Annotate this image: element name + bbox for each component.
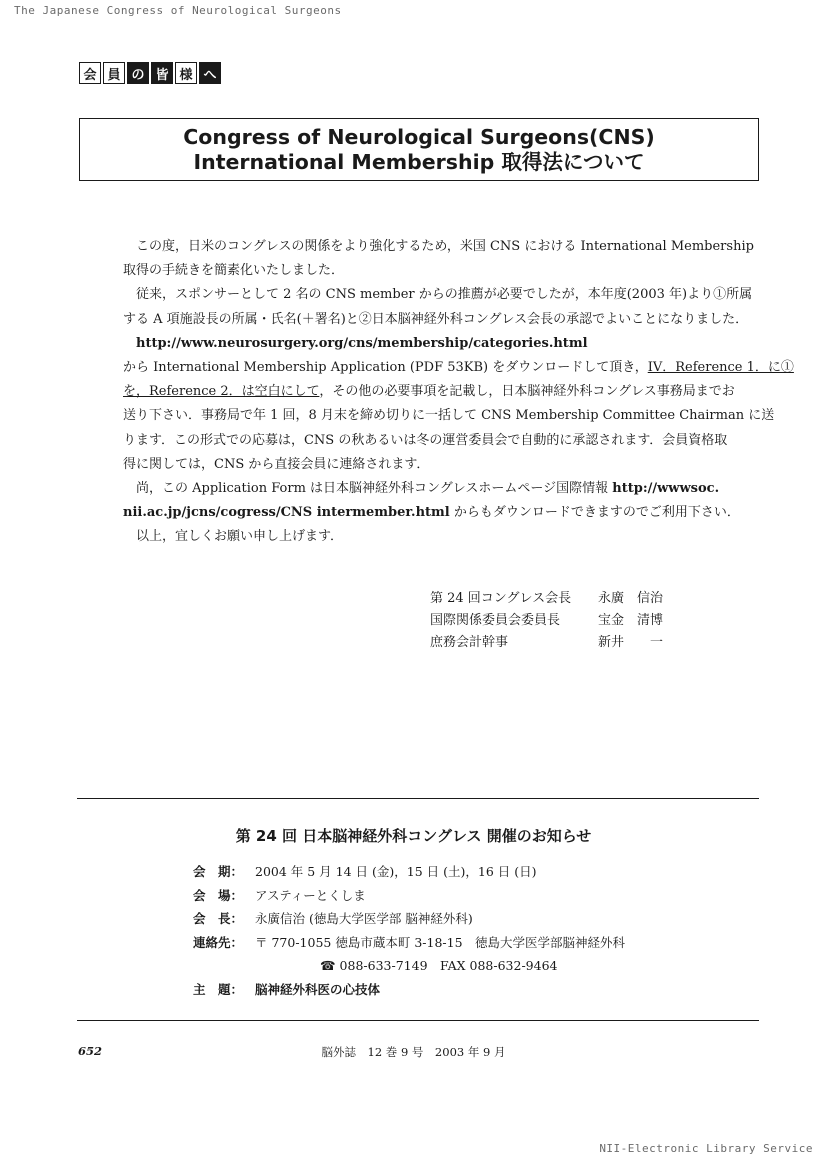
divider-bottom [77,1020,759,1021]
body-line [123,356,794,380]
signature-role: 国際関係委員会委員長 [430,613,561,628]
signature-name: 宝金 清博 [598,613,664,628]
title-line-1: Congress of Neurological Surgeons(CNS) [183,125,655,149]
tag-char: 様 [175,62,197,84]
body-text: から International Membership Application (PDF 53KB) をダウンロードして頂き， [123,359,648,375]
signature-name: 永廣 信治 [598,591,664,606]
announcement-row [193,931,625,955]
journal-citation: 脳外誌 12 巻 9 号 2003 年 9 月 [321,1045,506,1059]
signature-row [430,588,668,610]
announcement-label: 会 期： [193,864,244,879]
announcement-label: 連絡先： [193,934,244,950]
body-line: この度，日米のコングレスの関係をより強化するため，米国 CNS における International Membership [136,239,754,254]
signature-block [430,588,668,654]
announcement-label: 会 場： [193,887,244,903]
signature-name: 新井 一 [598,635,664,650]
announcement-value: 2004 年 5 月 14 日 (金)，15 日 (土)，16 日 (日) [255,864,537,879]
announcement-title: 第 24 回 日本脳神経外科コングレス 開催のお知らせ [235,827,592,845]
section-tag [79,62,223,84]
membership-url: http://www.neurosurgery.org/cns/membership/categories.html [136,335,588,351]
tag-char: の [127,62,149,84]
signature-role: 第 24 回コングレス会長 [430,591,572,606]
contact-phone: ☎ 088-633-7149 FAX 088-632-9464 [320,958,558,973]
announcement-row [193,907,625,931]
body-line: ります．この形式での応募は，CNS の秋あるいは冬の運営委員会で自動的に承認されます．会員資格取 [123,432,728,448]
announcement-value: 〒 770-1055 徳島市蔵本町 3-18-15 徳島大学医学部脳神経外科 [255,934,626,950]
announcement-row [193,860,625,884]
body-text: 尚，この Application Form は日本脳神経外科コングレスホームページ国際情報 [136,480,613,496]
announcement-label: 会 長： [193,911,244,926]
body-line: する A 項施設長の所属・氏名(＋署名)と②日本脳神経外科コングレス会長の承認でよいことになりました． [123,311,749,327]
body-line [123,501,740,525]
announcement-row [193,978,625,1002]
homepage-url: http://wwwsoc. [612,480,720,496]
body-line [123,380,735,404]
article-title [79,118,759,181]
announcement-details [193,860,625,1001]
announcement-label: 主 題： [193,981,244,997]
tag-char: 皆 [151,62,173,84]
tag-char: へ [199,62,221,84]
reference-instruction: IV．Reference 1．に① [647,359,794,375]
body-line: 得に関しては，CNS から直接会員に連絡されます． [123,456,430,472]
running-header: The Japanese Congress of Neurological Surgeons [14,4,342,17]
page-number: 652 [78,1044,103,1058]
body-text: からもダウンロードできますのでご利用下さい． [449,505,740,521]
reference-instruction: を，Reference 2．は空白にして [123,384,320,400]
body-line: 送り下さい．事務局で年 1 回，8 月末を締め切りに一括して CNS Membership Committee Chairman に送 [123,408,775,424]
signature-role: 庶務会計幹事 [430,635,509,650]
tag-char: 会 [79,62,101,84]
body-line [123,477,720,501]
announcement-value: 永廣信治 (徳島大学医学部 脳神経外科) [255,911,473,926]
body-line: 以上，宜しくお願い申し上げます． [136,529,343,545]
homepage-url: nii.ac.jp/jcns/cogress/CNS intermember.html [123,505,450,521]
tag-char: 員 [103,62,125,84]
body-line: 従来，スポンサーとして 2 名の CNS member からの推薦が必要でしたが，本年度(2003 年)より①所属 [136,287,753,303]
announcement-value: アスティーとくしま [255,887,366,903]
announcement-row [193,884,625,908]
body-line: 取得の手続きを簡素化いたしました． [123,263,345,279]
divider-top [77,798,759,799]
signature-row [430,632,668,654]
signature-row [430,610,668,632]
announcement-theme: 脳神経外科医の心技体 [255,981,381,997]
article-body [123,235,794,549]
library-footer: NII-Electronic Library Service [599,1142,813,1155]
body-text: ，その他の必要事項を記載し，日本脳神経外科コングレス事務局までお [319,384,735,400]
title-line-2: International Membership 取得法について [193,150,645,174]
